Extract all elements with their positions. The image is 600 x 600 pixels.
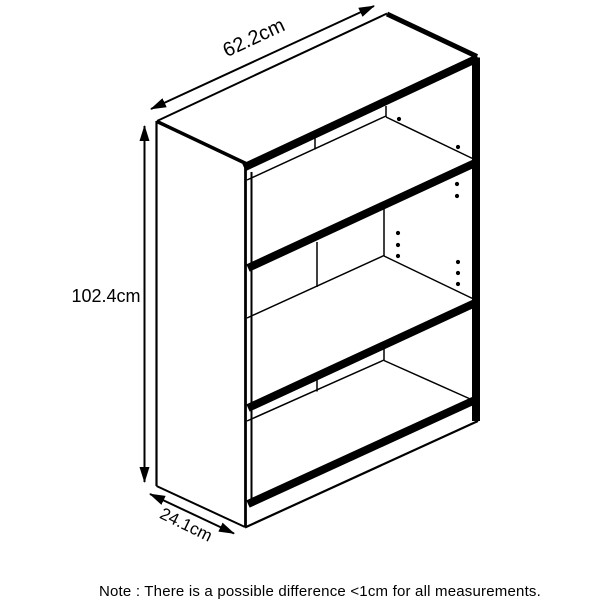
peg-hole [396,231,400,235]
peg-hole [455,194,459,198]
note-text: Note : There is a possible difference <1cm for all measurements. [98,583,542,600]
width-dimension-label: 62.2cm [219,14,289,62]
height-dimension-label: 102.4cm [71,286,141,306]
peg-hole [456,271,460,275]
peg-hole [396,254,400,258]
peg-hole [455,182,459,186]
peg-hole [456,282,460,286]
peg-hole [396,243,400,247]
peg-hole [456,260,460,264]
peg-hole [397,117,401,121]
depth-dimension-label: 24.1cm [156,503,216,546]
peg-hole [456,145,460,149]
